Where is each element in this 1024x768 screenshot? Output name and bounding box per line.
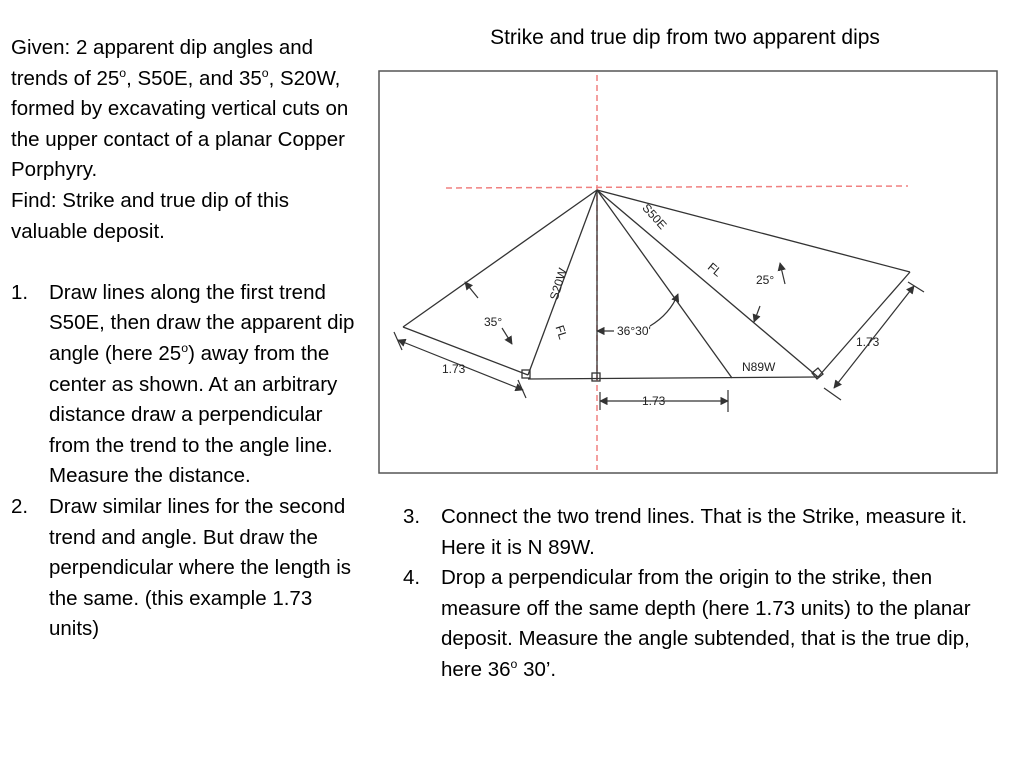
diagram-frame [379, 71, 997, 473]
find-paragraph: Find: Strike and true dip of this valuable deposit. [11, 188, 290, 243]
step-item: 3. Connect the two trend lines. That is the Strike, measure it. Here it is N 89W. [403, 505, 968, 559]
label-fl-left: FL [552, 323, 571, 342]
true-dip-angle-label: 36°30' [617, 324, 651, 338]
distance-right-label: 1.73 [856, 335, 880, 349]
left-text-block [11, 33, 356, 645]
step-item: 1. Draw lines along the first trend S50E, then draw the apparent dip angle (here 25$^o$) away from the center as shown. At an arbitrary distance draw a perpendicular from the trend to the angle line. Measure the distance. [11, 280, 355, 488]
label-fl-right: FL [704, 259, 725, 280]
label-s50e: S50E [639, 200, 670, 233]
angle-35-label: 35° [484, 315, 503, 329]
right-text-block [403, 502, 1003, 686]
distance-bottom-label: 1.73 [642, 394, 666, 408]
slide-title: Strike and true dip from two apparent dips [490, 26, 880, 49]
angle-25-label: 25° [756, 273, 775, 287]
step-item: 4. Drop a perpendicular from the origin to the strike, then measure off the same depth (here 1.73 units) to the planar deposit. Measure the angle subtended, that is the true dip, here 36$^o$ 30’. [403, 566, 971, 681]
step-list-left [11, 278, 356, 645]
given-paragraph: Given: 2 apparent dip angles and trends of 25$^o$, S50E, and 35$^o$, S20W, formed by excavating vertical cuts on the upper contact of a planar Copper Porphyry. [11, 36, 349, 182]
label-s20w: S20W [546, 266, 570, 302]
step-list-right [403, 502, 1003, 686]
strike-label: N89W [742, 360, 776, 374]
strike-dip-diagram [378, 70, 998, 474]
step-item: 2. Draw similar lines for the second trend and angle. But draw the perpendicular where the length is the same. (this example 1.73 units) [11, 494, 351, 641]
distance-left-label: 1.73 [442, 362, 466, 376]
